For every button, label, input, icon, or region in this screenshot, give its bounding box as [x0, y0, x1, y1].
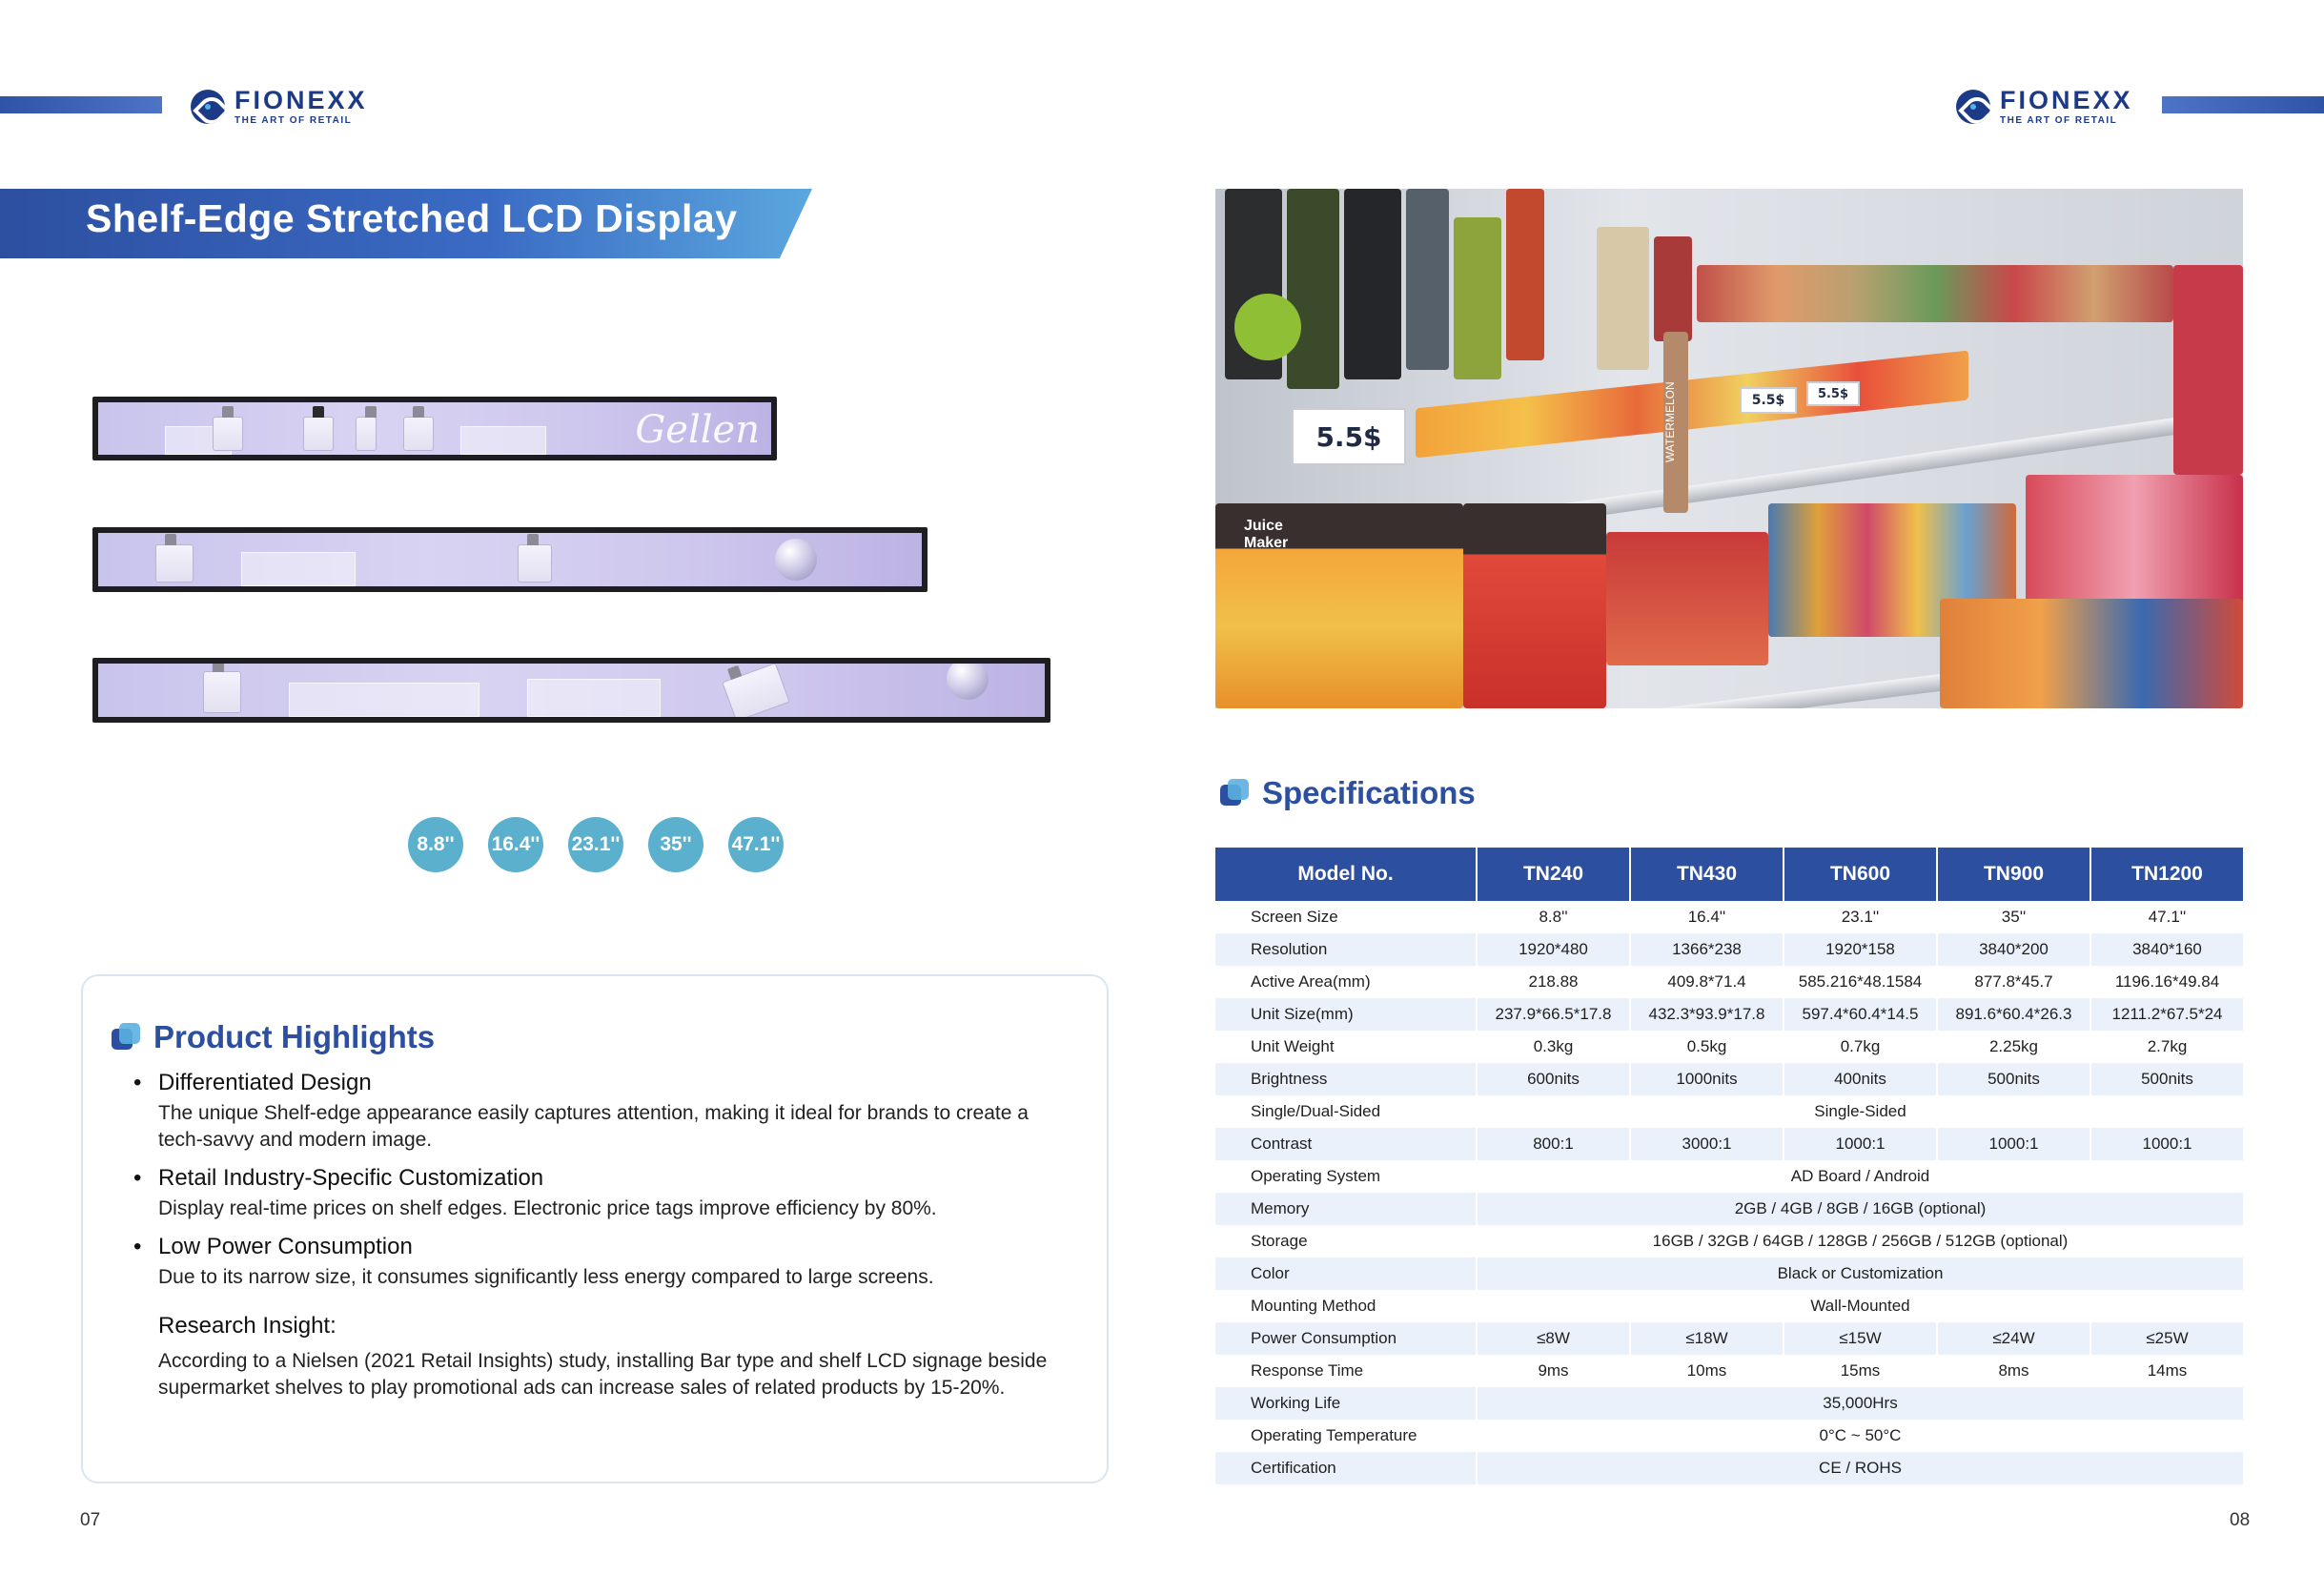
spec-value: 500nits [1937, 1063, 2090, 1095]
spec-value: 23.1'' [1784, 901, 1937, 933]
section-bullet-icon [112, 1023, 140, 1052]
spec-label: Active Area(mm) [1215, 966, 1477, 998]
spec-value: 8ms [1937, 1355, 2090, 1387]
spec-value: 1920*158 [1784, 933, 1937, 966]
spec-label: Operating System [1215, 1160, 1477, 1193]
brand-mark-icon [191, 90, 225, 124]
table-row [1215, 998, 2243, 1031]
size-badge: 47.1'' [728, 817, 784, 872]
spec-value: 3840*200 [1937, 933, 2090, 966]
specifications-heading [1220, 775, 1476, 811]
spec-value: 0.7kg [1784, 1031, 1937, 1063]
table-row [1215, 1193, 2243, 1225]
spec-value: 2GB / 4GB / 8GB / 16GB (optional) [1477, 1193, 2243, 1225]
spec-label: Response Time [1215, 1355, 1477, 1387]
spec-label: Color [1215, 1258, 1477, 1290]
table-row [1215, 1258, 2243, 1290]
price-tag: 5.5$ [1806, 381, 1860, 406]
table-row [1215, 1031, 2243, 1063]
brand-logo-right [1956, 88, 2133, 126]
table-row [1215, 1128, 2243, 1160]
specifications-body [1215, 901, 2243, 1484]
table-row [1215, 901, 2243, 933]
page-title: Shelf-Edge Stretched LCD Display [86, 196, 738, 240]
spec-value: Black or Customization [1477, 1258, 2243, 1290]
spec-value: 1000nits [1630, 1063, 1784, 1095]
brand-mark-icon [1956, 90, 1990, 124]
spec-value: 47.1'' [2148, 908, 2187, 926]
column-header: TN1200 [2090, 848, 2243, 901]
spec-value: 218.88 [1477, 966, 1630, 998]
spec-label: Brightness [1215, 1063, 1477, 1095]
spec-value: 1000:1 [1784, 1128, 1937, 1160]
spec-label: Certification [1215, 1452, 1477, 1484]
display-bar-image [92, 527, 928, 592]
spec-label: Screen Size [1215, 901, 1477, 933]
spec-label: Power Consumption [1215, 1322, 1477, 1355]
highlight-desc: Due to its narrow size, it consumes significantly less energy compared to large screens. [158, 1266, 934, 1288]
table-row [1215, 1290, 2243, 1322]
size-badge: 16.4'' [488, 817, 543, 872]
bar-brand-script: Gellen [635, 408, 760, 452]
brand-tagline: THE ART OF RETAIL [2000, 115, 2118, 126]
size-badge: 8.8'' [408, 817, 463, 872]
spec-value: 1211.2*67.5*24 [2090, 998, 2243, 1031]
table-row [1215, 1160, 2243, 1193]
insight-text: According to a Nielsen (2021 Retail Insights) study, installing Bar type and shelf LCD signage beside supermarket shelves to play promotional ads can increase sales of related products by 15-20%. [158, 1350, 1048, 1399]
page-number-right: 08 [2230, 1510, 2251, 1530]
spec-value: 16.4'' [1630, 901, 1784, 933]
spec-value: 1000:1 [2090, 1128, 2243, 1160]
table-row [1215, 1452, 2243, 1484]
spec-value: 409.8*71.4 [1630, 966, 1784, 998]
spec-value: 800:1 [1477, 1128, 1630, 1160]
brand-logo-left [191, 88, 368, 126]
spec-value: 2.7kg [2147, 1037, 2188, 1055]
spec-value: Wall-Mounted [1810, 1297, 1910, 1315]
spec-value: 585.216*48.1584 [1784, 966, 1937, 998]
spec-value: 891.6*60.4*26.3 [1937, 998, 2090, 1031]
product-label: WATERMELON [1663, 332, 1688, 513]
header-strip-right [2162, 96, 2324, 113]
highlight-title: • Low Power Consumption [133, 1232, 1049, 1262]
brand-name: FIONEXX [2000, 86, 2133, 114]
spec-label: Contrast [1215, 1128, 1477, 1160]
spec-value: ≤18W [1630, 1322, 1784, 1355]
spec-value: Single-Sided [1814, 1102, 1906, 1120]
spec-value: 500nits [2090, 1063, 2243, 1095]
display-bar-image [92, 658, 1050, 723]
spec-value: 10ms [1630, 1355, 1784, 1387]
display-bar-image [92, 397, 777, 460]
spec-value: 600nits [1477, 1063, 1630, 1095]
spec-value: 0°C ~ 50°C [1819, 1426, 1902, 1444]
brand-tagline: THE ART OF RETAIL [234, 115, 353, 126]
spec-value: 9ms [1477, 1355, 1630, 1387]
spec-value: 1366*238 [1630, 933, 1784, 966]
highlight-title: • Differentiated Design [133, 1068, 1049, 1098]
table-row [1215, 1095, 2243, 1128]
spec-label: Single/Dual-Sided [1215, 1095, 1477, 1128]
highlight-item [133, 1232, 1049, 1291]
spec-label: Unit Weight [1215, 1031, 1477, 1063]
specifications-title: Specifications [1262, 775, 1476, 810]
spec-value: 35'' [1937, 901, 2090, 933]
spec-value: 400nits [1784, 1063, 1937, 1095]
spec-value: 1000:1 [1937, 1128, 2090, 1160]
spec-value: 35,000Hrs [1477, 1387, 2243, 1420]
insight-title: Research Insight: [158, 1313, 336, 1339]
column-header: TN600 [1784, 848, 1937, 901]
product-label: Juice Maker [1244, 518, 1289, 551]
spec-value: 237.9*66.5*17.8 [1477, 998, 1630, 1031]
table-row [1215, 1420, 2243, 1452]
spec-label: Memory [1215, 1193, 1477, 1225]
price-tag: 5.5$ [1292, 408, 1406, 465]
column-header: TN900 [1937, 848, 2090, 901]
size-badge: 23.1'' [568, 817, 623, 872]
highlights-heading [112, 1019, 435, 1055]
table-row [1215, 966, 2243, 998]
highlights-title: Product Highlights [153, 1019, 436, 1054]
column-header: TN240 [1477, 848, 1630, 901]
spec-value: 3000:1 [1630, 1128, 1784, 1160]
section-bullet-icon [1220, 779, 1249, 808]
spec-label: Unit Size(mm) [1215, 998, 1477, 1031]
table-row [1215, 1322, 2243, 1355]
spec-value: 14ms [2147, 1361, 2188, 1380]
highlight-item [133, 1163, 1049, 1222]
header-strip-left [0, 96, 162, 113]
table-row [1215, 1063, 2243, 1095]
spec-label: Mounting Method [1215, 1290, 1477, 1322]
price-tag: 5.5$ [1740, 387, 1797, 414]
spec-value: 8.8'' [1477, 901, 1630, 933]
column-header: TN430 [1630, 848, 1784, 901]
specifications-table [1215, 848, 2243, 1484]
highlights-list [133, 1068, 1049, 1300]
spec-label: Resolution [1215, 933, 1477, 966]
spec-label: Operating Temperature [1215, 1420, 1477, 1452]
table-row [1215, 1387, 2243, 1420]
spec-value: 2.25kg [1937, 1031, 2090, 1063]
spec-value: 432.3*93.9*17.8 [1630, 998, 1784, 1031]
size-options [408, 817, 784, 872]
table-row [1215, 1355, 2243, 1387]
spec-label: Working Life [1215, 1387, 1477, 1420]
spec-value: 1920*480 [1477, 933, 1630, 966]
table-header-row [1215, 848, 2243, 901]
spec-value: 877.8*45.7 [1937, 966, 2090, 998]
column-header: Model No. [1215, 848, 1477, 901]
spec-value: ≤8W [1477, 1322, 1630, 1355]
highlight-desc: Display real-time prices on shelf edges. Electronic price tags improve efficiency by 80%. [158, 1197, 937, 1219]
spec-label: Storage [1215, 1225, 1477, 1258]
highlight-desc: The unique Shelf-edge appearance easily captures attention, making it ideal for brands to create a tech-savvy and modern image. [158, 1102, 1029, 1151]
spec-value: 0.3kg [1477, 1031, 1630, 1063]
spec-value: 0.5kg [1630, 1031, 1784, 1063]
table-row [1215, 1225, 2243, 1258]
spec-value: ≤15W [1784, 1322, 1937, 1355]
spec-value: AD Board / Android [1790, 1167, 1930, 1185]
spec-value: 1196.16*49.84 [2114, 972, 2220, 991]
store-shelf-photo [1215, 189, 2243, 708]
size-badge: 35'' [648, 817, 703, 872]
highlight-item [133, 1068, 1049, 1154]
spec-value: CE / ROHS [1477, 1452, 2243, 1484]
highlight-title: • Retail Industry-Specific Customization [133, 1163, 1049, 1194]
spec-value: 16GB / 32GB / 64GB / 128GB / 256GB / 512GB (optional) [1652, 1232, 2069, 1250]
table-row [1215, 933, 2243, 966]
spec-value: ≤25W [2090, 1322, 2243, 1355]
spec-value: ≤24W [1937, 1322, 2090, 1355]
spec-value: 597.4*60.4*14.5 [1784, 998, 1937, 1031]
spec-value: 15ms [1784, 1355, 1937, 1387]
page-number-left: 07 [80, 1510, 101, 1530]
brand-name: FIONEXX [234, 86, 368, 114]
spec-value: 3840*160 [2090, 933, 2243, 966]
